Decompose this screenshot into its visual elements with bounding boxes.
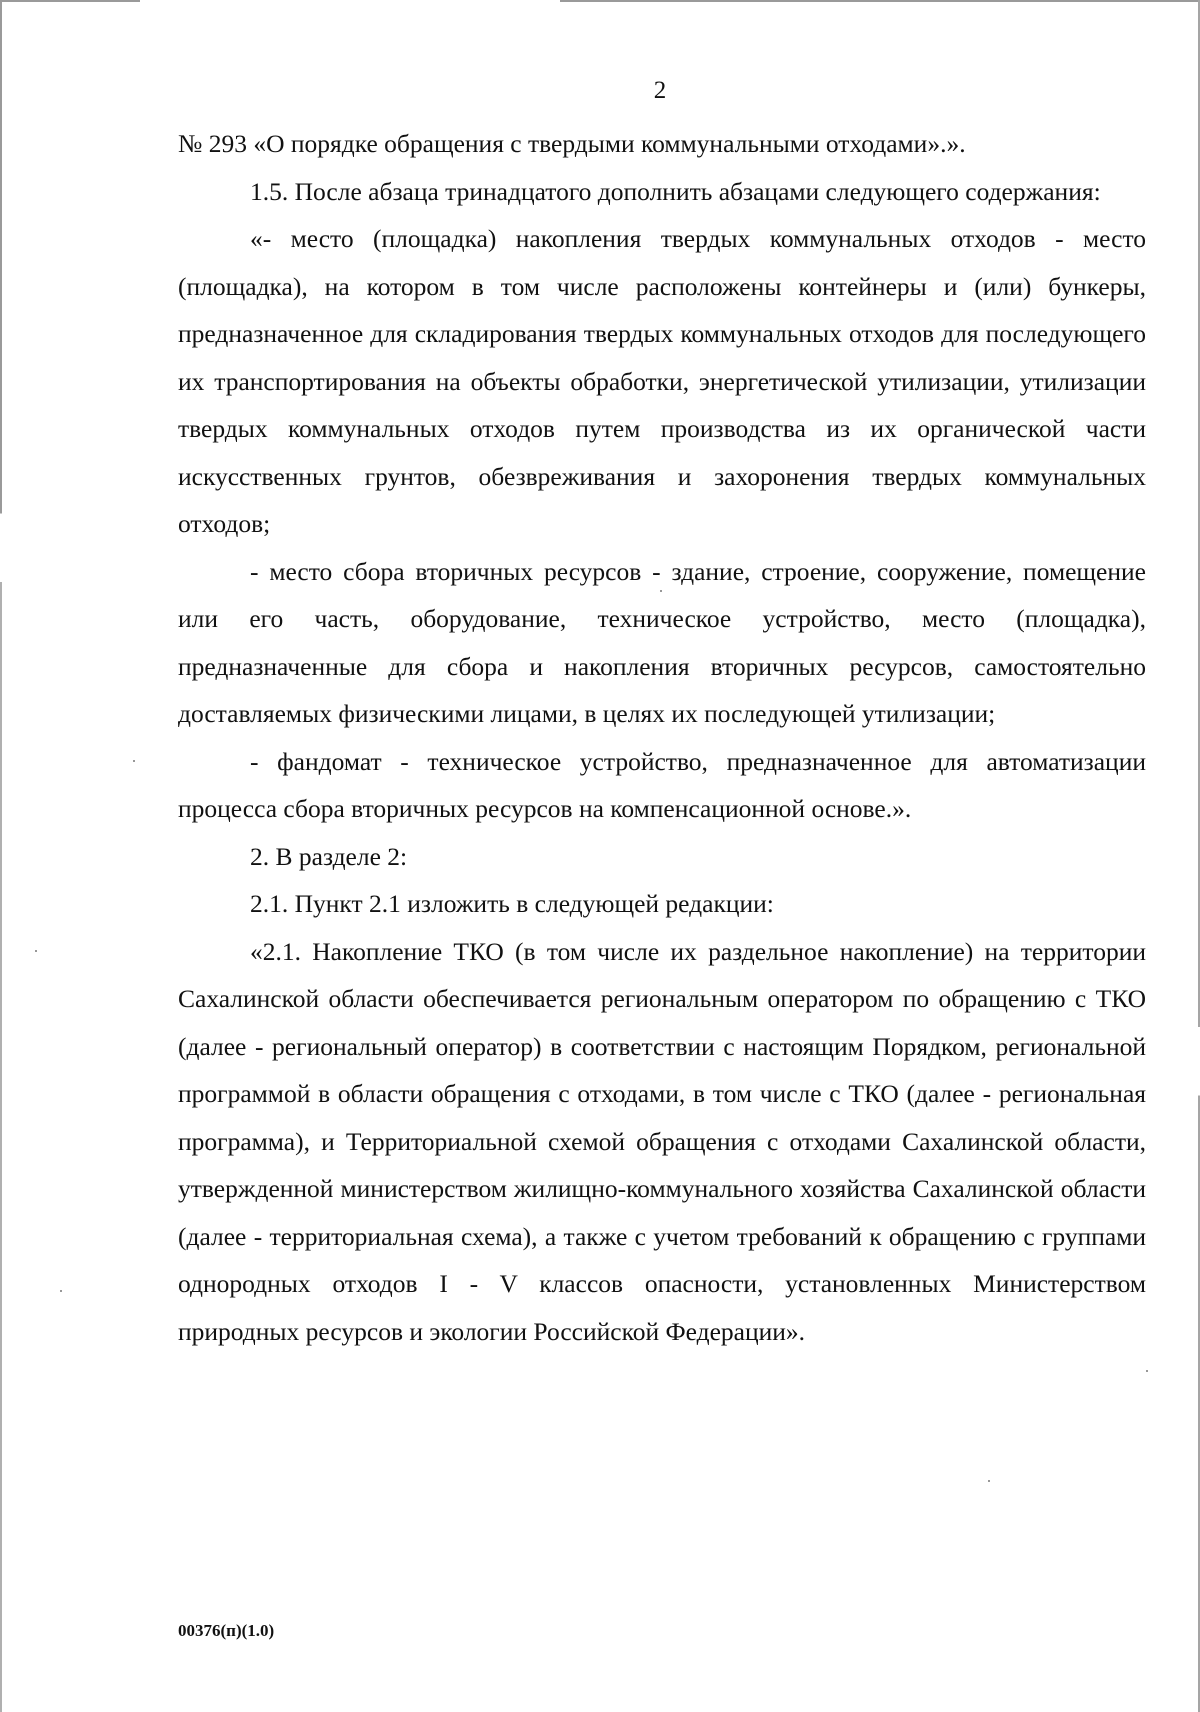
paragraph-definition-site: «- место (площадка) накопления твердых коммунальных отходов - место (площадка), на котором в том числе расположены контейнеры и (или) бункеры, предназначенное для складирования твердых коммунальных отходов для последующего их транспортирования на объекты обработки, энергетической утилизации, утилизации твердых коммунальных отходов путем производства из их органической части искусственных грунтов, обезвреживания и захоронения твердых коммунальных отходов;: [178, 224, 1146, 538]
scan-speck: [660, 590, 662, 592]
scan-speck: [1146, 1370, 1148, 1372]
paragraph-section-2: 2. В разделе 2:: [250, 841, 408, 871]
scan-speck: [35, 950, 37, 952]
paragraph-definition-fandomat: - фандомат - техническое устройство, предназначенное для автоматизации процесса сбора вторичных ресурсов на компенсационной основе.».: [178, 746, 1146, 823]
paragraph-definition-collection-point: - место сбора вторичных ресурсов - здание, строение, сооружение, помещение или его часть, оборудование, техническое устройство, место (площадка), предназначенные для сбора и накопления вторичных ресурсов, самостоятельно доставляемых физическими лицами, в целях их последующей утилизации;: [178, 556, 1146, 728]
page-number: 2: [653, 77, 667, 104]
scan-speck: [133, 760, 135, 762]
document-code: 00376(п)(1.0): [178, 1621, 275, 1640]
scan-edge-top-gap: [140, 0, 560, 2]
paragraph-2-1-intro: 2.1. Пункт 2.1 изложить в следующей редакции:: [250, 889, 774, 918]
paragraph-continuation: № 293 «О порядке обращения с твердыми коммунальными отходами».».: [178, 129, 966, 158]
paragraph-2-1-text: «2.1. Накопление ТКО (в том числе их раздельное накопление) на территории Сахалинской области обеспечивается региональным оператором по обращению с ТКО (далее - региональный оператор) в соответствии с настоящим Порядком, региональной программой в области обращения с отходами, в том числе с ТКО (далее - региональная программа), и Территориальной схемой обращения с отходами Сахалинской области, утвержденной министерством жилищно-коммунального хозяйства Сахалинской области (далее - территориальная схема), а также с учетом требований к обращению с группами однородных отходов I - V классов опасности, установленных Министерством природных ресурсов и экологии Российской Федерации».: [178, 936, 1146, 1346]
paragraph-1-5: 1.5. После абзаца тринадцатого дополнить абзацами следующего содержания:: [250, 176, 1101, 206]
document-body: [178, 120, 1146, 1355]
scan-edge-left: [0, 0, 2, 1712]
scan-speck: [60, 1290, 62, 1292]
scan-speck: [988, 1480, 990, 1482]
